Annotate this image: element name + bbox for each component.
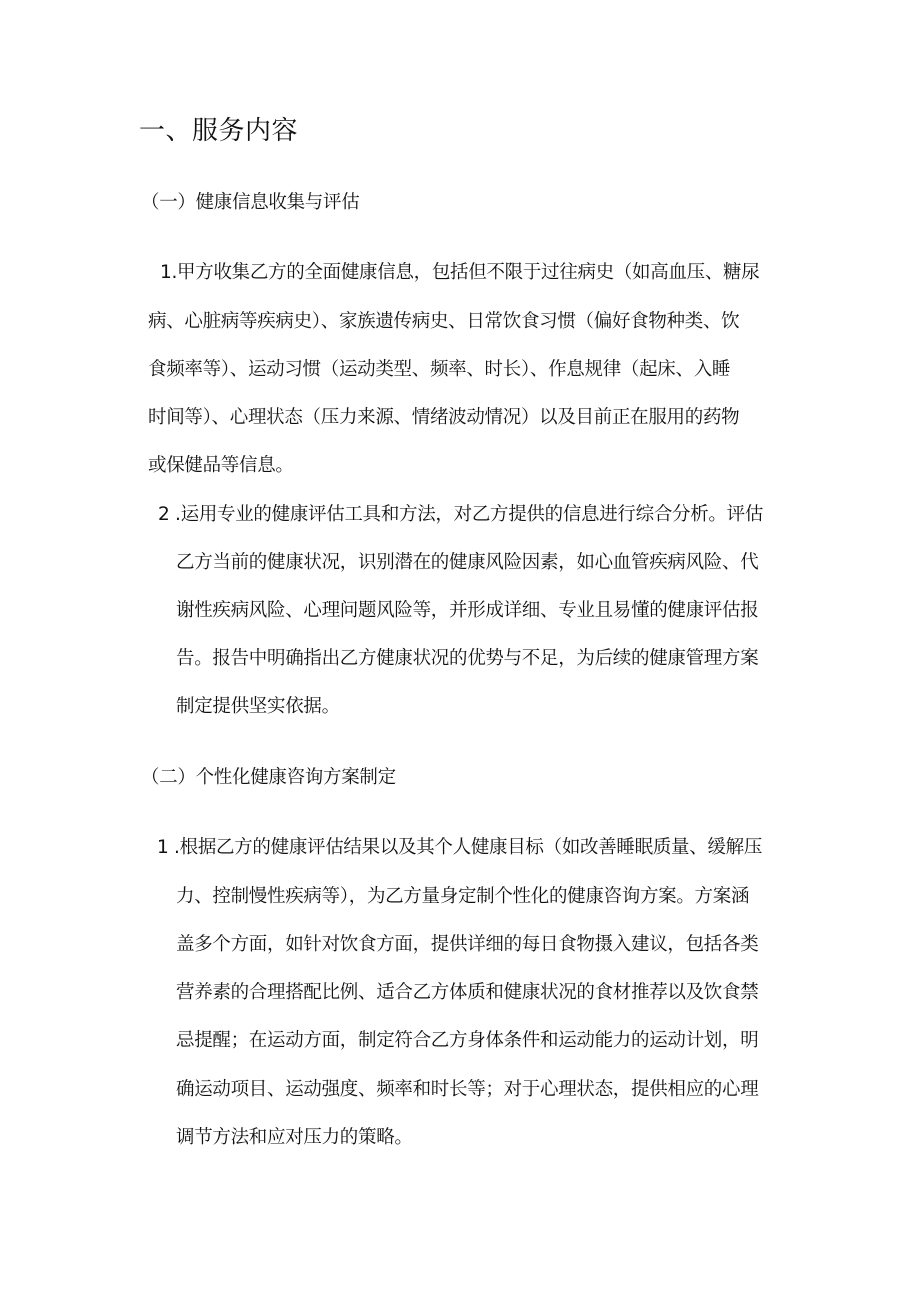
paragraph-line: 1 .根据乙方的健康评估结果以及其个人健康目标（如改善睡眠质量、缓解压 xyxy=(157,837,763,858)
page-title: 一、服务内容 xyxy=(139,116,299,146)
paragraph-line: 食频率等）、运动习惯（运动类型、频率、时长）、作息规律（起床、入睡 xyxy=(148,359,731,380)
section-heading-2: （二）个性化健康咨询方案制定 xyxy=(141,767,396,788)
section-heading-1: （一）健康信息收集与评估 xyxy=(141,192,360,213)
paragraph-line: 力、控制慢性疾病等），为乙方量身定制个性化的健康咨询方案。方案涵 xyxy=(176,886,750,907)
paragraph-line: 营养素的合理搭配比例、适合乙方体质和健康状况的食材推荐以及饮食禁 xyxy=(176,982,759,1003)
paragraph-line: 时间等）、心理状态（压力来源、情绪波动情况）以及目前正在服用的药物 xyxy=(148,407,740,428)
paragraph-line: 病、心脏病等疾病史）、家族遗传病史、日常饮食习惯（偏好食物种类、饮 xyxy=(148,311,740,332)
paragraph-line: 2 .运用专业的健康评估工具和方法，对乙方提供的信息进行综合分析。评估 xyxy=(158,504,764,525)
paragraph-line: 告。报告中明确指出乙方健康状况的优势与不足，为后续的健康管理方案 xyxy=(176,648,759,669)
paragraph-line: 忌提醒；在运动方面，制定符合乙方身体条件和运动能力的运动计划，明 xyxy=(176,1030,759,1051)
paragraph-line: 确运动项目、运动强度、频率和时长等；对于心理状态，提供相应的心理 xyxy=(176,1079,759,1100)
paragraph-line: 乙方当前的健康状况，识别潜在的健康风险因素，如心血管疾病风险、代 xyxy=(176,552,759,573)
paragraph-line: 或保健品等信息。 xyxy=(148,455,294,476)
paragraph-line: 盖多个方面，如针对饮食方面，提供详细的每日食物摄入建议，包括各类 xyxy=(176,934,759,955)
paragraph-line: 制定提供坚实依据。 xyxy=(176,696,340,717)
paragraph-line: 调节方法和应对压力的策略。 xyxy=(176,1127,413,1148)
paragraph-line: 1.甲方收集乙方的全面健康信息，包括但不限于过往病史（如高血压、糖尿 xyxy=(160,262,760,283)
paragraph-line: 谢性疾病风险、心理问题风险等，并形成详细、专业且易懂的健康评估报 xyxy=(176,600,759,621)
